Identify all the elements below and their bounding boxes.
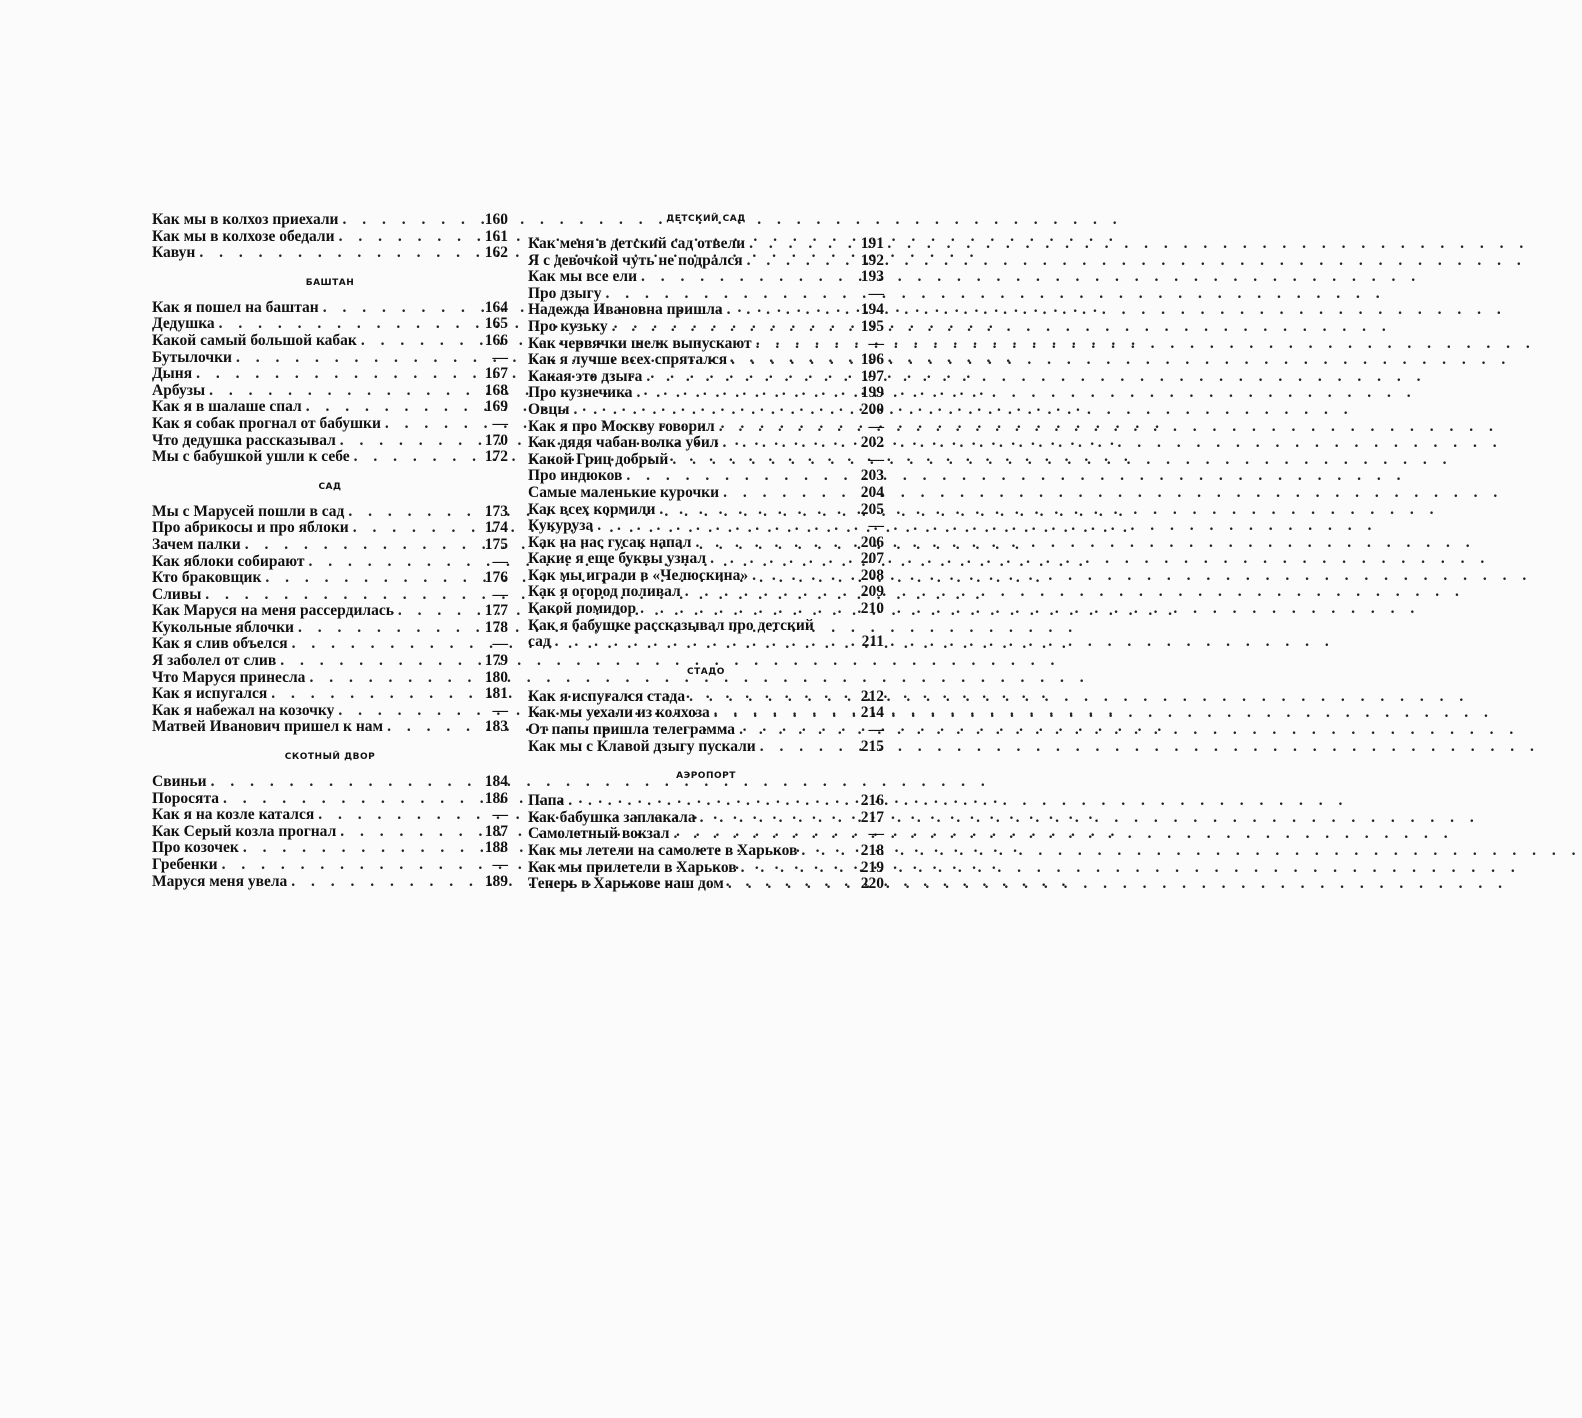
toc-entry-title: Самолетный вокзал <box>528 825 670 843</box>
toc-left-column <box>152 212 508 890</box>
toc-entry-page: — <box>492 806 508 824</box>
toc-entry-page: 196 <box>860 351 884 369</box>
section-heading: БАШТАН <box>305 277 355 288</box>
toc-entry-title: Про кузьку <box>528 317 608 335</box>
dot-leader <box>195 245 478 262</box>
toc-entry-title: Надежда Ивановна пришла <box>528 301 723 319</box>
toc-entry <box>152 620 508 637</box>
toc-entry-page: 214 <box>860 704 884 722</box>
toc-entry <box>528 826 884 843</box>
toc-entry-page: 220 <box>860 875 884 893</box>
toc-entry <box>528 568 884 585</box>
toc-entry-title: Самые маленькие курочки <box>528 483 720 501</box>
toc-entry <box>528 618 884 651</box>
toc-entry <box>528 369 884 386</box>
toc-entry <box>528 793 884 810</box>
toc-entry-page: — <box>868 825 884 843</box>
toc-entry <box>152 703 508 720</box>
dot-leader <box>637 269 854 286</box>
toc-entry-page: 172 <box>484 448 508 466</box>
dot-leader <box>302 399 478 416</box>
toc-entry-page: 164 <box>484 298 508 316</box>
dot-leader <box>718 435 854 452</box>
toc-entry-list <box>528 793 884 893</box>
dot-leader <box>685 689 854 706</box>
toc-entry-page: 174 <box>484 519 508 537</box>
dot-leader <box>642 369 854 386</box>
toc-entry-title: Как мы летели на самолете в Харьков <box>528 842 798 859</box>
toc-section <box>152 750 508 890</box>
dot-leader <box>192 366 478 383</box>
dot-leader <box>724 876 854 893</box>
toc-entry-title: Как я лучше всех спрятался <box>528 351 728 369</box>
toc-entry-page: 199 <box>860 384 884 402</box>
dot-leader <box>745 236 854 253</box>
toc-entry-title: Про дзыгу <box>528 284 602 302</box>
dot-leader <box>288 636 478 653</box>
dot-leader <box>336 433 478 450</box>
dot-leader <box>593 518 854 535</box>
dot-leader <box>381 416 478 433</box>
dot-leader <box>383 719 478 736</box>
toc-entry-title: Как дядя чабан волка убил <box>528 434 719 452</box>
section-heading: ДЕТСКИЙ САД <box>666 214 746 224</box>
toc-entry <box>152 229 508 246</box>
dot-leader <box>394 603 478 620</box>
dot-leader <box>706 551 854 568</box>
dot-leader <box>276 653 478 670</box>
toc-entry-title: Как мы прилетели в Харьков <box>528 858 737 876</box>
dot-leader <box>564 793 854 810</box>
toc-entry-page: 212 <box>860 687 884 705</box>
toc-entry-title: Зачем палки <box>152 535 241 553</box>
dot-leader <box>569 402 854 419</box>
toc-entry <box>152 670 508 687</box>
toc-entry-page: — <box>868 721 884 739</box>
toc-entry <box>528 319 884 336</box>
dot-leader <box>636 601 854 618</box>
toc-section <box>152 276 508 466</box>
toc-section <box>528 665 884 755</box>
toc-entry-page: 206 <box>860 533 884 551</box>
toc-entry-page: 160 <box>484 211 508 228</box>
toc-entry-page: 177 <box>484 602 508 620</box>
toc-entry-page: 197 <box>860 367 884 385</box>
toc-entry-page: 218 <box>860 842 884 859</box>
toc-entry-page: 162 <box>484 244 508 262</box>
toc-entry-page: 183 <box>484 718 508 736</box>
toc-entry-list <box>152 300 508 466</box>
dot-leader <box>681 584 854 601</box>
dot-leader <box>551 634 854 651</box>
toc-entry-title: Как мы с Клавой дзыгу пускали <box>528 737 756 755</box>
toc-entry <box>152 537 508 554</box>
toc-entry-page: 194 <box>860 301 884 319</box>
toc-entry <box>152 449 508 466</box>
toc-entry-page: 204 <box>860 483 884 501</box>
toc-entry-title: Сливы <box>152 585 202 603</box>
toc-entry <box>152 807 508 824</box>
toc-entry-title: Как яблоки собирают <box>152 552 305 570</box>
toc-entry <box>152 857 508 874</box>
dot-leader <box>314 807 478 824</box>
toc-entry-page: 181 <box>484 685 508 703</box>
toc-entry <box>528 535 884 552</box>
toc-entry-page: — <box>492 701 508 719</box>
toc-section <box>528 769 884 893</box>
dot-leader <box>668 452 854 469</box>
toc-entry <box>528 385 884 402</box>
toc-entry <box>528 435 884 452</box>
toc-entry-title: Какая это дзыга <box>528 367 643 385</box>
toc-entry-title: Поросята <box>152 789 219 807</box>
toc-entry-title: Как я слив объелся <box>152 635 288 653</box>
toc-entry-title: Про абрикосы и про яблоки <box>152 519 349 537</box>
toc-entry-page: 170 <box>484 431 508 449</box>
toc-entry <box>152 399 508 416</box>
toc-entry-page: 215 <box>860 737 884 755</box>
toc-entry-title: Маруся меня увела <box>152 872 288 890</box>
toc-entry-title: Кто браковщик <box>152 569 262 587</box>
toc-entry <box>152 333 508 350</box>
toc-entry <box>152 570 508 587</box>
dot-leader <box>743 253 854 270</box>
toc-entry-title: Кукуруза <box>528 517 594 535</box>
dot-leader <box>219 791 478 808</box>
toc-entry-title: Как бабушка заплакала <box>528 808 696 826</box>
toc-entry-page: 180 <box>484 668 508 686</box>
dot-leader <box>215 316 478 333</box>
toc-entry <box>528 502 884 519</box>
dot-leader <box>622 468 854 485</box>
toc-entry-title: Как я испугался стада <box>528 687 686 705</box>
toc-entry-title: Как мы уехали из колхоза <box>528 704 710 722</box>
toc-entry-page: — <box>492 348 508 366</box>
toc-entry-title: Как я собак прогнал от бабушки <box>152 414 381 432</box>
toc-entry-page: — <box>492 585 508 603</box>
toc-entry <box>528 402 884 419</box>
toc-entry-title: Кавун <box>152 244 196 262</box>
toc-entry-page: 200 <box>860 400 884 418</box>
dot-leader <box>201 587 478 604</box>
dot-leader <box>752 336 854 353</box>
dot-leader <box>205 383 478 400</box>
toc-entry <box>528 352 884 369</box>
toc-entry-list <box>528 689 884 755</box>
dot-leader <box>305 670 478 687</box>
toc-entry-page: 195 <box>860 317 884 335</box>
dot-leader <box>239 840 478 857</box>
toc-entry-title: Как я в шалаше спал <box>152 398 302 416</box>
toc-entry <box>528 584 884 601</box>
dot-leader <box>344 504 478 521</box>
toc-entry-page: — <box>868 450 884 468</box>
toc-right-column <box>528 212 884 893</box>
toc-entry-page: 211 <box>861 633 884 651</box>
toc-entry-title: Овцы <box>528 400 570 418</box>
toc-entry <box>152 686 508 703</box>
toc-entry-title: Папа <box>528 792 565 810</box>
dot-leader <box>655 502 854 519</box>
toc-section <box>152 480 508 736</box>
toc-entry-title: Кукольные яблочки <box>152 618 294 636</box>
toc-entry-title: Гребенки <box>152 856 218 873</box>
toc-entry-title: Как Маруся на меня рассердилась <box>152 602 394 620</box>
toc-entry-list <box>152 212 508 262</box>
toc-section <box>152 212 508 262</box>
toc-entry-title: Теперь в Харькове наш дом <box>528 875 724 893</box>
toc-entry-title: Как я на козле катался <box>152 806 315 824</box>
toc-entry <box>528 485 884 502</box>
toc-entry <box>528 810 884 827</box>
section-heading: САД <box>318 481 342 492</box>
toc-entry <box>152 774 508 791</box>
dot-leader <box>350 449 478 466</box>
toc-entry <box>528 302 884 319</box>
toc-entry-page: 203 <box>860 467 884 485</box>
toc-entry-title: Какой самый большой кабак <box>152 331 357 349</box>
toc-entry-title: Бутылочки <box>152 348 232 366</box>
dot-leader <box>756 739 854 756</box>
toc-entry-page: 193 <box>860 268 884 286</box>
toc-entry-page: — <box>492 856 508 873</box>
toc-entry-title: Как я испугался <box>152 685 268 703</box>
toc-entry <box>528 689 884 706</box>
toc-entry-title: Про индюков <box>528 467 623 485</box>
toc-entry-page: 175 <box>484 535 508 553</box>
dot-leader <box>797 843 854 860</box>
dot-leader <box>304 554 478 571</box>
toc-entry-title: Как мы все ели <box>528 268 638 286</box>
dot-leader <box>727 352 854 369</box>
dot-leader <box>357 333 478 350</box>
toc-entry <box>528 551 884 568</box>
toc-entry-title: Как мы играли в «Челюскина» <box>528 566 749 584</box>
toc-entry-page: 179 <box>484 652 508 670</box>
toc-entry <box>152 554 508 571</box>
toc-entry-title: Какой помидор <box>528 600 637 618</box>
toc-entry-page: 189 <box>484 872 508 890</box>
dot-leader <box>715 419 854 436</box>
toc-entry-page: 217 <box>860 808 884 826</box>
toc-entry-page: 178 <box>484 618 508 636</box>
toc-entry-page: — <box>868 417 884 435</box>
toc-entry <box>152 383 508 400</box>
toc-entry-page: 188 <box>484 839 508 857</box>
toc-entry <box>152 603 508 620</box>
toc-entry-page: 216 <box>860 792 884 810</box>
toc-entry-title: Какие я еще буквы узнал <box>528 550 707 568</box>
toc-entry <box>528 843 884 860</box>
section-heading: СТАДО <box>687 666 725 677</box>
toc-entry-page: — <box>492 635 508 653</box>
toc-entry-list <box>152 504 508 736</box>
toc-entry-list <box>528 236 884 618</box>
dot-leader <box>287 874 478 891</box>
toc-entry-title: Я с девочкой чуть не подрался <box>528 251 743 269</box>
toc-entry <box>152 245 508 262</box>
dot-leader <box>261 570 478 587</box>
toc-entry <box>528 739 884 756</box>
dot-leader <box>633 385 854 402</box>
dot-leader <box>294 620 478 637</box>
toc-entry <box>152 587 508 604</box>
toc-entry <box>152 636 508 653</box>
toc-entry <box>152 653 508 670</box>
toc-entry-page: — <box>492 414 508 432</box>
dot-leader <box>692 535 854 552</box>
toc-entry <box>528 452 884 469</box>
toc-entry <box>152 416 508 433</box>
dot-leader <box>336 824 478 841</box>
toc-entry-page: 187 <box>484 822 508 840</box>
dot-leader <box>608 319 854 336</box>
toc-entry <box>528 468 884 485</box>
toc-entry-page: 161 <box>484 227 508 245</box>
dot-leader <box>338 212 478 229</box>
toc-entry-page: — <box>868 284 884 302</box>
dot-leader <box>319 300 478 317</box>
toc-entry-page: 165 <box>484 315 508 333</box>
toc-entry <box>528 876 884 893</box>
dot-leader <box>349 520 478 537</box>
toc-entry-page: 219 <box>860 858 884 876</box>
toc-entry-title: Что дедушка рассказывал <box>152 431 336 449</box>
toc-entry <box>152 366 508 383</box>
toc-entry-title: Какой Гриц добрый <box>528 450 669 468</box>
toc-entry <box>528 722 884 739</box>
toc-entry-page: 166 <box>484 331 508 349</box>
toc-entry <box>152 300 508 317</box>
toc-entry-title: Дыня <box>152 365 193 383</box>
dot-leader <box>232 350 478 367</box>
toc-entry-page: 184 <box>484 773 508 791</box>
toc-entry <box>528 269 884 286</box>
toc-entry <box>152 824 508 841</box>
toc-entry-page: 167 <box>484 365 508 383</box>
dot-leader <box>719 485 854 502</box>
toc-entry-title: Как меня в детский сад отвели <box>528 235 746 252</box>
toc-entry-page: 205 <box>860 500 884 518</box>
toc-entry-page: — <box>868 334 884 352</box>
toc-entry-title: Про козочек <box>152 839 239 857</box>
toc-section <box>528 212 884 651</box>
dot-leader <box>735 722 854 739</box>
section-heading: СКОТНЫЙ ДВОР <box>284 752 376 763</box>
toc-entry-title: Свиньи <box>152 773 207 791</box>
toc-entry-page: 210 <box>860 600 884 618</box>
toc-entry <box>152 433 508 450</box>
toc-entry-title: Что Маруся принесла <box>152 668 306 686</box>
toc-entry-title: Про кузнечика <box>528 384 633 402</box>
toc-entry-title: Дедушка <box>152 315 215 333</box>
toc-entry <box>528 253 884 270</box>
toc-entry-title: Как я про Москву говорил <box>528 417 715 435</box>
toc-entry-page: 191 <box>860 235 884 252</box>
toc-entry <box>152 212 508 229</box>
toc-entry-page: 173 <box>484 502 508 520</box>
dot-leader <box>334 703 478 720</box>
toc-entry-page: 202 <box>860 434 884 452</box>
toc-entry-title: Как на нас гусак напал <box>528 533 692 551</box>
toc-entry-title: Как Серый козла прогнал <box>152 822 337 840</box>
dot-leader <box>737 860 854 877</box>
toc-entry <box>152 874 508 891</box>
toc-entry <box>528 518 884 535</box>
dot-leader <box>267 686 478 703</box>
toc-entry-title: Арбузы <box>152 381 206 399</box>
toc-entry <box>528 601 884 618</box>
dot-leader <box>601 286 854 303</box>
toc-entry-title: От папы пришла телеграмма <box>528 721 736 739</box>
toc-entry-page: 208 <box>860 566 884 584</box>
dot-leader <box>207 774 478 791</box>
dot-leader <box>241 537 478 554</box>
section-heading: АЭРОПОРТ <box>676 771 736 782</box>
toc-entry-title: сад <box>528 633 551 651</box>
toc-entry-title: Как всех кормили <box>528 500 656 518</box>
toc-entry-title: Мы с Марусей пошли в сад <box>152 502 345 520</box>
toc-entry-title: Как мы в колхоз приехали <box>152 211 339 228</box>
toc-entry <box>152 520 508 537</box>
dot-leader <box>723 302 854 319</box>
dot-leader <box>669 826 854 843</box>
toc-entry-page: 192 <box>860 251 884 269</box>
toc-entry <box>152 316 508 333</box>
dot-leader <box>710 705 854 722</box>
toc-entry-title: Как я набежал на козочку <box>152 701 335 719</box>
toc-entry-page: — <box>868 517 884 535</box>
toc-entry <box>152 840 508 857</box>
toc-entry-page: 176 <box>484 569 508 587</box>
toc-entry-page: 168 <box>484 381 508 399</box>
toc-entry-title: Как я бабушке рассказывал про детский <box>528 616 814 634</box>
toc-entry <box>152 791 508 808</box>
toc-entry <box>528 236 884 253</box>
toc-entry-title: Как я пошел на баштан <box>152 298 319 316</box>
dot-leader <box>335 229 478 246</box>
toc-entry <box>528 336 884 353</box>
toc-entry-title: Матвей Иванович пришел к нам <box>152 718 384 736</box>
toc-entry-title: Как я огород поливал <box>528 583 681 601</box>
toc-entry-page: 169 <box>484 398 508 416</box>
toc-entry-page: 207 <box>860 550 884 568</box>
toc-entry <box>528 705 884 722</box>
toc-entry <box>152 719 508 736</box>
toc-entry-list <box>152 774 508 890</box>
toc-entry-page: — <box>492 552 508 570</box>
dot-leader <box>218 857 478 874</box>
toc-entry <box>528 860 884 877</box>
toc-entry-page: 209 <box>860 583 884 601</box>
toc-entry <box>152 350 508 367</box>
toc-entry-title: Как червячки шелк выпускают <box>528 334 752 352</box>
dot-leader <box>748 568 854 585</box>
toc-entry <box>152 504 508 521</box>
toc-entry-title: Как мы в колхозе обедали <box>152 227 335 245</box>
toc-entry-page: 186 <box>484 789 508 807</box>
toc-entry <box>528 286 884 303</box>
toc-entry-title: Я заболел от слив <box>152 652 277 670</box>
dot-leader <box>696 810 854 827</box>
toc-entry <box>528 419 884 436</box>
toc-entry-title: Мы с бабушкой ушли к себе <box>152 448 350 466</box>
